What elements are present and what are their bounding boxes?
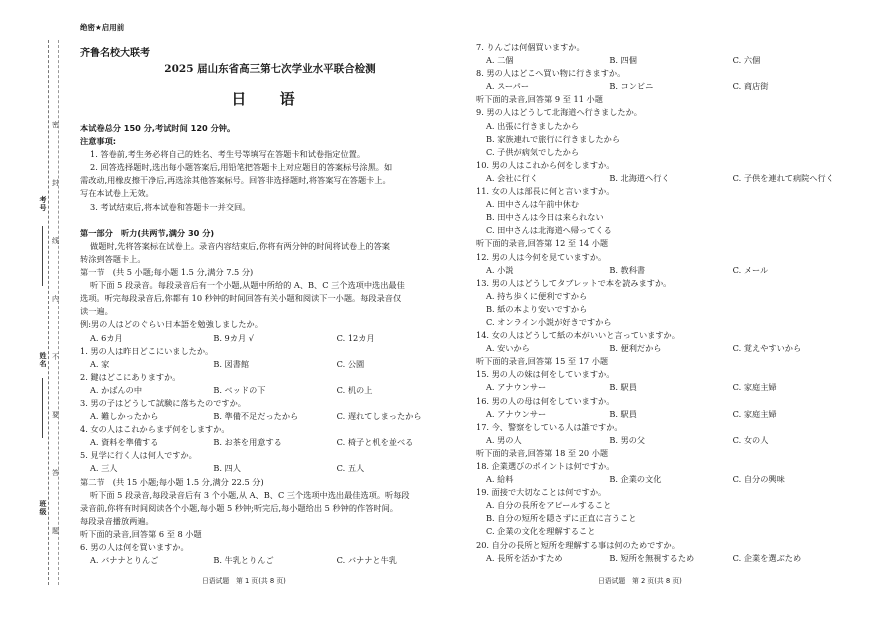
option-choice: C. 家庭主婦 bbox=[732, 408, 777, 419]
text-line: 写在本试卷上无效。 bbox=[80, 188, 154, 199]
text-line: 19. 面接で大切なことは何ですか。 bbox=[476, 487, 607, 498]
text-line bbox=[80, 214, 460, 227]
text-line: 14. 女の人はどうして紙の本がいいと言っていますか。 bbox=[476, 330, 680, 341]
option-choice: A. アナウンサー bbox=[486, 408, 547, 419]
text-line: 6. 男の人は何を買いますか。 bbox=[80, 542, 189, 552]
text-line: A. 自分の長所をアピールすること bbox=[486, 500, 612, 511]
text-line: 8. 男の人はどこへ買い物に行きますか。 bbox=[476, 68, 626, 79]
option-choice: B. コンビニ bbox=[609, 81, 654, 92]
text-line: 注意事项: bbox=[80, 136, 117, 147]
text-line: B. 田中さんは今日は来られない bbox=[486, 212, 604, 223]
option-row bbox=[476, 434, 856, 447]
text-line: 10. 男の人はこれから何をしますか。 bbox=[476, 159, 615, 170]
text-line: B. 家族連れで旅行に行きましたから bbox=[486, 133, 621, 144]
option-row bbox=[80, 332, 460, 345]
option-choice: C. バナナと牛乳 bbox=[336, 555, 397, 566]
option-choice: A. 会社に行く bbox=[486, 172, 539, 183]
option-choice: B. 男の父 bbox=[609, 434, 646, 445]
text-line: C. 子供が病気でしたから bbox=[486, 146, 580, 157]
option-choice: B. ベッドの下 bbox=[213, 384, 266, 395]
option-choice: A. 家 bbox=[90, 358, 110, 369]
margin-write-line bbox=[42, 378, 43, 438]
text-line: 每段录音播放两遍。 bbox=[80, 515, 154, 526]
option-choice: A. 長所を活かすため bbox=[486, 552, 563, 563]
option-choice: C. 五人 bbox=[336, 463, 365, 474]
option-row bbox=[80, 358, 460, 371]
option-row bbox=[80, 554, 460, 567]
option-choice: C. メール bbox=[732, 264, 769, 275]
text-line: A. 出張に行きましたから bbox=[486, 120, 579, 131]
margin-label-class: 班级 bbox=[39, 500, 47, 516]
text-line: 录音前,你将有时间阅读各个小题,每小题 5 秒钟;听完后,每小题给出 5 秒钟的作答时间。 bbox=[80, 502, 398, 513]
seal-char: 内 bbox=[52, 295, 59, 303]
text-line: 9. 男の人はどうして北海道へ行きましたか。 bbox=[476, 107, 642, 118]
text-line: 听下面的录音,回答第 6 至 8 小题 bbox=[80, 528, 202, 539]
text-line: 需改动,用橡皮擦干净后,再选涂其他答案标号。回答非选择题时,将答案写在答题卡上。 bbox=[80, 175, 391, 186]
option-row bbox=[476, 80, 856, 93]
option-choice: B. 9カ月 √ bbox=[213, 332, 254, 343]
page-footer-left: 日语试题 第 1 页(共 8 页) bbox=[202, 577, 286, 585]
option-row bbox=[80, 462, 460, 475]
option-choice: B. 四人 bbox=[213, 463, 241, 474]
text-line: 16. 男の人の母は何をしていますか。 bbox=[476, 395, 615, 406]
seal-char: 答 bbox=[52, 469, 59, 477]
option-row bbox=[80, 384, 460, 397]
margin-write-line bbox=[42, 226, 43, 286]
margin-label-name: 姓名 bbox=[39, 352, 47, 368]
text-line: 第一节 (共 5 小题;每小题 1.5 分,满分 7.5 分) bbox=[80, 267, 254, 278]
option-choice: B. 図書館 bbox=[213, 358, 250, 369]
option-row bbox=[476, 473, 856, 486]
option-choice: B. 短所を無視するため bbox=[609, 552, 695, 563]
option-choice: A. 小説 bbox=[486, 264, 514, 275]
text-line: 听下面 5 段录音,每段录音后有 3 个小题,从 A、B、C 三个选项中选出最佳选项。听每段 bbox=[90, 489, 410, 500]
text-line: A. 持ち歩くに便利ですから bbox=[486, 290, 588, 301]
option-row bbox=[476, 381, 856, 394]
option-choice: A. バナナとりんご bbox=[90, 555, 159, 566]
option-choice: A. アナウンサー bbox=[486, 382, 547, 393]
text-line: 1. 男の人は昨日どこにいましたか。 bbox=[80, 345, 214, 356]
option-choice: A. 資料を準備する bbox=[90, 437, 159, 448]
option-choice: A. 給料 bbox=[486, 474, 514, 485]
option-choice: C. 子供を連れて病院へ行く bbox=[732, 172, 834, 183]
text-line: 听下面 5 段录音。每段录音后有一个小题,从题中所给的 A、B、C 三个选项中选出最佳 bbox=[90, 280, 405, 291]
text-line: 3. 男の子はどうして試験に落ちたのですか。 bbox=[80, 397, 246, 408]
text-line: 转涂到答题卡上。 bbox=[80, 253, 146, 264]
option-choice: C. 女の人 bbox=[732, 434, 769, 445]
seal-char: 封 bbox=[52, 179, 59, 187]
exam-title: 2025 届山东省高三第七次学业水平联合检测 bbox=[164, 63, 376, 75]
option-choice: A. 難しかったから bbox=[90, 411, 159, 422]
text-line: C. オンライン小説が好きですから bbox=[486, 316, 612, 327]
seal-char: 不 bbox=[52, 353, 59, 361]
text-line: 17. 今、警察をしている人は誰ですか。 bbox=[476, 421, 623, 432]
option-choice: B. お茶を用意する bbox=[213, 437, 282, 448]
option-choice: B. 四個 bbox=[609, 55, 637, 66]
option-choice: B. 企業の文化 bbox=[609, 474, 662, 485]
option-choice: B. 牛乳とりんご bbox=[213, 555, 274, 566]
option-choice: A. 6カ月 bbox=[90, 332, 123, 343]
option-choice: C. 家庭主婦 bbox=[732, 382, 777, 393]
league-title: 齐鲁名校大联考 bbox=[80, 48, 150, 59]
text-line: 12. 男の人は今何を見ていますか。 bbox=[476, 251, 607, 262]
text-line: 15. 男の人の妹は何をしていますか。 bbox=[476, 369, 615, 380]
text-line: 本试卷总分 150 分,考试时间 120 分钟。 bbox=[80, 123, 236, 133]
text-line: 11. 女の人は部長に何と言いますか。 bbox=[476, 186, 615, 197]
text-line: 5. 見学に行く人は何人ですか。 bbox=[80, 450, 197, 461]
option-choice: A. かばんの中 bbox=[90, 384, 143, 395]
text-line: 读一遍。 bbox=[80, 306, 113, 317]
option-choice: B. 駅員 bbox=[609, 408, 637, 419]
seal-char: 线 bbox=[52, 237, 59, 245]
text-line: 听下面的录音,回答第 15 至 17 小题 bbox=[476, 356, 609, 367]
text-line: B. 紙の本より安いですから bbox=[486, 303, 588, 314]
text-line: 1. 答卷前,考生务必将自己的姓名、考生号等填写在答题卡和试卷指定位置。 bbox=[90, 149, 366, 160]
option-choice: C. 机の上 bbox=[336, 384, 373, 395]
right-column bbox=[476, 41, 856, 565]
seal-char: 题 bbox=[52, 527, 59, 535]
option-choice: A. 男の人 bbox=[486, 434, 522, 445]
confidential-mark: 绝密★启用前 bbox=[80, 23, 125, 32]
option-choice: C. 六個 bbox=[732, 55, 761, 66]
option-choice: C. 商店街 bbox=[732, 81, 769, 92]
text-line: 做题时,先将答案标在试卷上。录音内容结束后,你将有两分钟的时间将试卷上的答案 bbox=[90, 240, 390, 251]
text-line: 选项。听完每段录音后,你都有 10 秒钟的时间回答有关小题和阅读下一小题。每段录音仅 bbox=[80, 293, 402, 304]
option-choice: C. 企業を選ぶため bbox=[732, 552, 802, 563]
option-choice: A. スーパー bbox=[486, 81, 530, 92]
option-row bbox=[476, 408, 856, 421]
subject-title: 日 语 bbox=[231, 90, 309, 108]
option-choice: B. 便利だから bbox=[609, 343, 662, 354]
option-choice: C. 遅れてしまったから bbox=[336, 411, 422, 422]
option-choice: C. 自分の興味 bbox=[732, 474, 785, 485]
option-choice: C. 椅子と机を並べる bbox=[336, 437, 414, 448]
option-choice: B. 教科書 bbox=[609, 264, 646, 275]
margin-label-exam-number: 考号 bbox=[39, 196, 47, 212]
option-choice: A. 安いから bbox=[486, 343, 530, 354]
option-choice: C. 覚えやすいから bbox=[732, 343, 802, 354]
option-choice: A. 二個 bbox=[486, 55, 514, 66]
page-footer-right: 日语试题 第 2 页(共 8 页) bbox=[598, 577, 682, 585]
option-row bbox=[476, 54, 856, 67]
option-row bbox=[476, 264, 856, 277]
option-row bbox=[476, 552, 856, 565]
option-row bbox=[476, 172, 856, 185]
text-line: 第二节 (共 15 小题;每小题 1.5 分,满分 22.5 分) bbox=[80, 476, 264, 487]
option-choice: C. 12カ月 bbox=[336, 332, 375, 343]
option-row bbox=[476, 342, 856, 355]
option-row bbox=[80, 436, 460, 449]
option-choice: C. 公園 bbox=[336, 358, 365, 369]
option-row bbox=[80, 410, 460, 423]
text-line: 2. 回答选择题时,选出每小题答案后,用铅笔把答题卡上对应题目的答案标号涂黑。如 bbox=[90, 162, 393, 173]
option-choice: B. 駅員 bbox=[609, 382, 637, 393]
text-line: A. 田中さんは午前中休む bbox=[486, 199, 579, 210]
text-line: 2. 鍵はどこにありますか。 bbox=[80, 371, 181, 382]
left-column bbox=[80, 122, 460, 567]
text-line: 听下面的录音,回答第 9 至 11 小题 bbox=[476, 94, 603, 105]
option-choice: B. 北海道へ行く bbox=[609, 172, 670, 183]
text-line: 例:男の人はどのぐらい日本語を勉強しましたか。 bbox=[80, 319, 263, 330]
text-line: 7. りんごは何個買いますか。 bbox=[476, 42, 585, 52]
text-line: 听下面的录音,回答第 12 至 14 小题 bbox=[476, 238, 609, 249]
text-line: C. 企業の文化を理解すること bbox=[486, 526, 596, 537]
text-line: 4. 女の人はこれからまず何をしますか。 bbox=[80, 424, 230, 435]
text-line: 听下面的录音,回答第 18 至 20 小题 bbox=[476, 447, 609, 458]
binding-dashed-line bbox=[48, 40, 49, 585]
text-line: B. 自分の短所を隠さずに正直に言うこと bbox=[486, 513, 637, 524]
option-choice: A. 三人 bbox=[90, 463, 118, 474]
option-choice: B. 準備不足だったから bbox=[213, 411, 299, 422]
text-line: C. 田中さんは北海道へ帰ってくる bbox=[486, 225, 612, 236]
text-line: 3. 考试结束后,将本试卷和答题卡一并交回。 bbox=[90, 201, 251, 212]
seal-char: 要 bbox=[52, 411, 59, 419]
text-line: 20. 自分の長所と短所を理解する事は何のためですか。 bbox=[476, 539, 680, 550]
seal-char: 密 bbox=[52, 121, 59, 129]
text-line: 13. 男の人はどうしてタブレットで本を読みますか。 bbox=[476, 277, 672, 288]
text-line: 第一部分 听力(共两节,满分 30 分) bbox=[80, 227, 215, 238]
text-line: 18. 企業選びのポイントは何ですか。 bbox=[476, 461, 615, 471]
